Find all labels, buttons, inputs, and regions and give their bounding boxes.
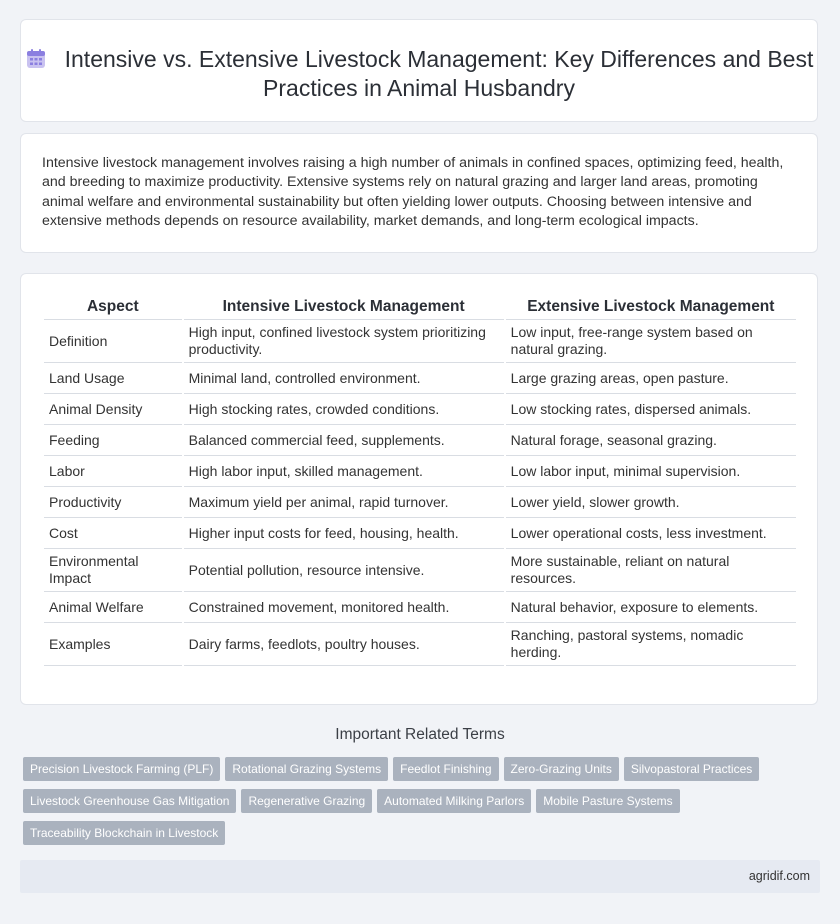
- table-row: [44, 425, 796, 456]
- header-extensive: Extensive Livestock Management: [506, 296, 796, 320]
- calendar-icon: [25, 48, 47, 70]
- related-term-tag[interactable]: Mobile Pasture Systems: [536, 789, 679, 813]
- table-row: [44, 592, 796, 623]
- related-term-tag[interactable]: Zero-Grazing Units: [504, 757, 619, 781]
- cell-extensive: Ranching, pastoral systems, nomadic herding.: [506, 623, 796, 666]
- cell-aspect: Productivity: [44, 487, 182, 518]
- intro-card: [20, 133, 818, 253]
- cell-aspect: Animal Welfare: [44, 592, 182, 623]
- table-row: [44, 549, 796, 592]
- cell-extensive: Low labor input, minimal supervision.: [506, 456, 796, 487]
- cell-extensive: Natural forage, seasonal grazing.: [506, 425, 796, 456]
- cell-aspect: Examples: [44, 623, 182, 666]
- footer-site-link[interactable]: agridif.com: [748, 869, 810, 883]
- table-row: [44, 320, 796, 363]
- header-aspect: Aspect: [44, 296, 182, 320]
- table-header-row: [44, 296, 796, 320]
- related-term-tag[interactable]: Precision Livestock Farming (PLF): [23, 757, 220, 781]
- cell-extensive: Lower operational costs, less investment.: [506, 518, 796, 549]
- cell-intensive: High labor input, skilled management.: [184, 456, 504, 487]
- related-terms-heading: Important Related Terms: [335, 726, 505, 743]
- related-term-tag[interactable]: Feedlot Finishing: [393, 757, 498, 781]
- cell-aspect: Land Usage: [44, 363, 182, 394]
- cell-intensive: High stocking rates, crowded conditions.: [184, 394, 504, 425]
- cell-aspect: Environmental Impact: [44, 549, 182, 592]
- cell-extensive: Lower yield, slower growth.: [506, 487, 796, 518]
- cell-intensive: Potential pollution, resource intensive.: [184, 549, 504, 592]
- title-card: [20, 19, 818, 122]
- cell-intensive: Dairy farms, feedlots, poultry houses.: [184, 623, 504, 666]
- cell-extensive: Low input, free-range system based on natural grazing.: [506, 320, 796, 363]
- related-term-tag[interactable]: Regenerative Grazing: [241, 789, 372, 813]
- cell-intensive: Minimal land, controlled environment.: [184, 363, 504, 394]
- footer-bar: [20, 860, 820, 893]
- cell-aspect: Labor: [44, 456, 182, 487]
- cell-aspect: Definition: [44, 320, 182, 363]
- header-intensive: Intensive Livestock Management: [184, 296, 504, 320]
- table-row: [44, 456, 796, 487]
- cell-extensive: More sustainable, reliant on natural resources.: [506, 549, 796, 592]
- cell-intensive: Higher input costs for feed, housing, health.: [184, 518, 504, 549]
- table-row: [44, 363, 796, 394]
- related-term-tag[interactable]: Silvopastoral Practices: [624, 757, 759, 781]
- comparison-table: [42, 296, 798, 666]
- related-term-tag[interactable]: Traceability Blockchain in Livestock: [23, 821, 225, 845]
- cell-extensive: Low stocking rates, dispersed animals.: [506, 394, 796, 425]
- cell-intensive: Constrained movement, monitored health.: [184, 592, 504, 623]
- cell-aspect: Feeding: [44, 425, 182, 456]
- cell-intensive: Maximum yield per animal, rapid turnover.: [184, 487, 504, 518]
- title-wrap: [21, 45, 817, 103]
- cell-extensive: Natural behavior, exposure to elements.: [506, 592, 796, 623]
- related-term-tag[interactable]: Rotational Grazing Systems: [225, 757, 388, 781]
- cell-extensive: Large grazing areas, open pasture.: [506, 363, 796, 394]
- cell-aspect: Cost: [44, 518, 182, 549]
- related-term-tag[interactable]: Automated Milking Parlors: [377, 789, 531, 813]
- intro-paragraph: Intensive livestock management involves raising a high number of animals in confined spaces, optimizing feed, health, and breeding to maximize productivity. Extensive systems rely on natural grazing and larger land areas, promoting animal welfare and environmental sustainability but often yielding lower outputs. Choosing between intensive and extensive methods depends on resource availability, market demands, and long-term ecological impacts.: [42, 155, 784, 229]
- page-title: [21, 45, 817, 103]
- cell-intensive: Balanced commercial feed, supplements.: [184, 425, 504, 456]
- table-row: [44, 518, 796, 549]
- comparison-card: [20, 273, 818, 705]
- table-row: [44, 487, 796, 518]
- cell-aspect: Animal Density: [44, 394, 182, 425]
- page-title-text: Intensive vs. Extensive Livestock Management: Key Differences and Best Practices in Animal Husbandry: [64, 46, 814, 101]
- table-row: [44, 394, 796, 425]
- related-term-tag[interactable]: Livestock Greenhouse Gas Mitigation: [23, 789, 236, 813]
- cell-intensive: High input, confined livestock system prioritizing productivity.: [184, 320, 504, 363]
- related-terms-list: [23, 757, 803, 853]
- table-row: [44, 623, 796, 666]
